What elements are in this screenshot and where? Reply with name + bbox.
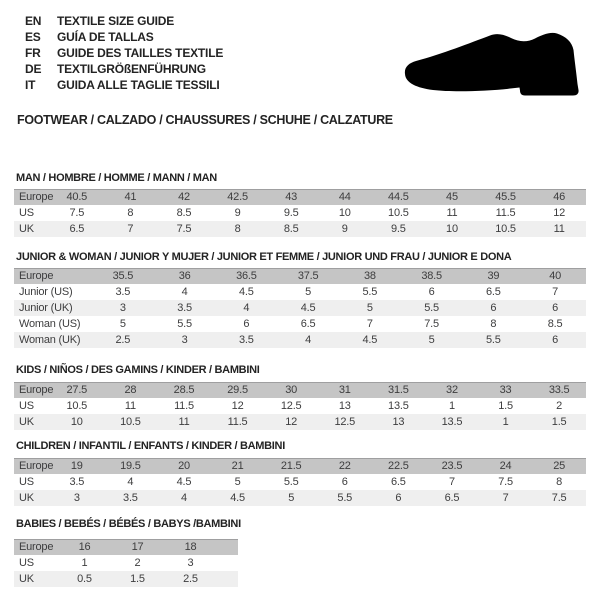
size-cell: 4.5 — [230, 492, 245, 504]
size-cell: 38.5 — [421, 270, 442, 282]
dress-shoe-silhouette-icon — [400, 30, 584, 98]
row-label: US — [19, 557, 34, 569]
table-row — [14, 414, 586, 430]
size-cell: 27.5 — [66, 384, 88, 396]
size-cell: 7.5 — [69, 207, 85, 219]
size-cell: 3.5 — [69, 476, 85, 488]
table-row — [14, 474, 586, 490]
size-cell: 5.5 — [362, 286, 378, 298]
language-code: FR — [25, 46, 41, 60]
size-cell: 6 — [552, 334, 559, 346]
size-cell: 41 — [124, 191, 137, 203]
size-cell: 38 — [363, 270, 376, 282]
table-row — [14, 189, 586, 205]
size-cell: 6 — [428, 286, 435, 298]
size-cell: 3 — [181, 334, 188, 346]
table-row — [14, 332, 586, 348]
size-cell: 4 — [181, 286, 188, 298]
size-cell: 10.5 — [495, 223, 516, 235]
size-cell: 7 — [127, 223, 134, 235]
size-cell: 7 — [448, 476, 455, 488]
row-spacer — [217, 540, 238, 555]
guide-title-en: TEXTILE SIZE GUIDE — [57, 14, 175, 28]
size-cell: 21 — [231, 460, 244, 472]
size-cell: 9.5 — [283, 207, 299, 219]
size-cell: 5 — [288, 492, 295, 504]
size-cell: 13 — [392, 416, 405, 428]
size-cell: 1.5 — [498, 400, 513, 412]
size-cell: 12 — [231, 400, 244, 412]
size-cell: 5.5 — [177, 318, 192, 330]
size-cell: 5.5 — [337, 492, 353, 504]
size-cell: 9 — [341, 223, 348, 235]
size-cell: 18 — [184, 541, 197, 553]
size-cell: 23.5 — [441, 460, 463, 472]
size-cell: 2.5 — [115, 334, 131, 346]
language-code: IT — [25, 78, 36, 92]
row-spacer — [217, 555, 238, 571]
table-row — [14, 268, 586, 284]
row-label: UK — [19, 573, 34, 585]
size-cell: 1 — [81, 557, 88, 569]
size-cell: 1.5 — [551, 416, 567, 428]
size-cell: 11.5 — [495, 207, 516, 219]
row-label: Europe — [19, 191, 54, 203]
row-label: US — [19, 207, 34, 219]
guide-title-fr: GUIDE DES TAILLES TEXTILE — [57, 46, 224, 60]
table-row — [14, 539, 238, 555]
size-cell: 11 — [124, 400, 136, 412]
size-cell: 4.5 — [300, 302, 316, 314]
size-cell: 7.5 — [176, 223, 192, 235]
size-cell: 8.5 — [176, 207, 192, 219]
size-cell: 6.5 — [391, 476, 406, 488]
size-cell: 13 — [338, 400, 351, 412]
size-cell: 39 — [487, 270, 500, 282]
size-cell: 5.5 — [486, 334, 501, 346]
size-cell: 11.5 — [174, 400, 194, 412]
size-cell: 12.5 — [334, 416, 356, 428]
table-row — [14, 221, 586, 237]
size-cell: 40.5 — [66, 191, 88, 203]
size-table — [14, 539, 238, 587]
size-cell: 5.5 — [424, 302, 439, 314]
language-code: DE — [25, 62, 42, 76]
size-cell: 31 — [338, 384, 351, 396]
size-cell: 10 — [338, 207, 351, 219]
language-row — [25, 45, 223, 61]
size-table — [14, 458, 586, 506]
table-row — [14, 382, 586, 398]
row-label: Europe — [19, 460, 54, 472]
size-cell: 33 — [499, 384, 512, 396]
size-cell: 45 — [446, 191, 458, 203]
size-cell: 35.5 — [112, 270, 134, 282]
size-cell: 1.5 — [130, 573, 145, 585]
table-row — [14, 284, 586, 300]
size-cell: 10.5 — [120, 416, 141, 428]
size-cell: 40 — [549, 270, 562, 282]
size-table — [14, 382, 586, 430]
table-title: JUNIOR & WOMAN / JUNIOR Y MUJER / JUNIOR ET FEMME / JUNIOR UND FRAU / JUNIOR E DONA — [16, 251, 512, 263]
size-cell: 20 — [178, 460, 190, 472]
size-cell: 22 — [338, 460, 351, 472]
footwear-category-heading: FOOTWEAR / CALZADO / CHAUSSURES / SCHUHE / CALZATURE — [17, 113, 393, 127]
table-title: CHILDREN / INFANTIL / ENFANTS / KINDER / BAMBINI — [16, 440, 285, 452]
row-label: US — [19, 400, 34, 412]
size-cell: 16 — [78, 541, 91, 553]
row-label: Woman (US) — [19, 318, 81, 330]
size-cell: 36.5 — [236, 270, 257, 282]
guide-title-es: GUÍA DE TALLAS — [57, 30, 154, 44]
size-cell: 7.5 — [551, 492, 567, 504]
size-cell: 8 — [490, 318, 497, 330]
size-cell: 4.5 — [176, 476, 192, 488]
size-cell: 12 — [285, 416, 298, 428]
size-cell: 6.5 — [69, 223, 85, 235]
size-cell: 2 — [134, 557, 141, 569]
guide-title-it: GUIDA ALLE TAGLIE TESSILI — [57, 78, 220, 92]
size-cell: 10.5 — [388, 207, 409, 219]
size-cell: 11 — [446, 207, 458, 219]
size-cell: 8 — [127, 207, 134, 219]
language-title-block — [25, 13, 223, 93]
row-label: US — [19, 476, 34, 488]
size-cell: 10 — [446, 223, 458, 235]
size-cell: 3.5 — [123, 492, 138, 504]
size-cell: 13.5 — [441, 416, 463, 428]
size-cell: 6 — [552, 302, 559, 314]
size-cell: 4 — [243, 302, 250, 314]
size-cell: 13.5 — [388, 400, 409, 412]
guide-title-de: TEXTILGRÖßENFÜHRUNG — [57, 62, 206, 76]
size-cell: 11 — [553, 223, 565, 235]
size-cell: 3 — [73, 492, 80, 504]
size-cell: 7.5 — [498, 476, 513, 488]
row-spacer — [217, 571, 238, 587]
size-cell: 45.5 — [495, 191, 516, 203]
size-cell: 3 — [119, 302, 126, 314]
size-cell: 12.5 — [280, 400, 302, 412]
language-row — [25, 29, 223, 45]
size-cell: 33.5 — [548, 384, 570, 396]
row-label: Europe — [19, 384, 54, 396]
size-cell: 7 — [502, 492, 509, 504]
size-cell: 8 — [234, 223, 241, 235]
size-cell: 4.5 — [239, 286, 254, 298]
language-code: ES — [25, 30, 41, 44]
size-cell: 44 — [338, 191, 351, 203]
size-cell: 10 — [70, 416, 83, 428]
size-cell: 3.5 — [239, 334, 254, 346]
size-cell: 6 — [490, 302, 497, 314]
size-cell: 8.5 — [547, 318, 563, 330]
size-cell: 42.5 — [227, 191, 248, 203]
size-cell: 4 — [181, 492, 187, 504]
size-cell: 6 — [395, 492, 402, 504]
row-label: Europe — [19, 270, 54, 282]
size-cell: 21.5 — [280, 460, 302, 472]
size-cell: 6.5 — [300, 318, 316, 330]
size-cell: 3 — [187, 557, 194, 569]
table-row — [14, 316, 586, 332]
table-row — [14, 571, 238, 587]
size-cell: 5 — [366, 302, 373, 314]
size-cell: 3.5 — [177, 302, 192, 314]
language-code: EN — [25, 14, 42, 28]
size-cell: 1 — [448, 400, 455, 412]
table-row — [14, 555, 238, 571]
size-cell: 43 — [285, 191, 298, 203]
size-cell: 2 — [556, 400, 563, 412]
size-cell: 4 — [127, 476, 134, 488]
table-row — [14, 458, 586, 474]
row-label: Junior (UK) — [19, 302, 73, 314]
size-cell: 28.5 — [173, 384, 195, 396]
size-cell: 11.5 — [227, 416, 248, 428]
size-cell: 8.5 — [283, 223, 299, 235]
row-label: Junior (US) — [19, 286, 73, 298]
size-cell: 29.5 — [227, 384, 248, 396]
size-cell: 5 — [234, 476, 241, 488]
size-cell: 5.5 — [283, 476, 299, 488]
size-cell: 5 — [305, 286, 312, 298]
size-cell: 9.5 — [391, 223, 406, 235]
size-cell: 6.5 — [486, 286, 501, 298]
size-cell: 32 — [446, 384, 458, 396]
size-cell: 7 — [366, 318, 373, 330]
size-cell: 42 — [178, 191, 190, 203]
size-table — [14, 189, 586, 237]
size-cell: 46 — [553, 191, 566, 203]
size-cell: 3.5 — [115, 286, 131, 298]
size-cell: 17 — [131, 541, 144, 553]
size-cell: 24 — [499, 460, 512, 472]
language-row — [25, 13, 223, 29]
table-title: KIDS / NIÑOS / DES GAMINS / KINDER / BAMBINI — [16, 364, 260, 376]
row-label: Woman (UK) — [19, 334, 81, 346]
size-cell: 4.5 — [362, 334, 378, 346]
size-cell: 1 — [502, 416, 509, 428]
size-cell: 22.5 — [388, 460, 409, 472]
size-cell: 7.5 — [424, 318, 439, 330]
size-cell: 31.5 — [388, 384, 409, 396]
size-cell: 8 — [556, 476, 563, 488]
row-label: Europe — [19, 541, 54, 553]
size-cell: 25 — [553, 460, 566, 472]
row-label: UK — [19, 492, 34, 504]
size-cell: 6 — [341, 476, 348, 488]
size-cell: 2.5 — [183, 573, 198, 585]
size-cell: 5 — [428, 334, 435, 346]
size-table — [14, 268, 586, 348]
size-cell: 19.5 — [120, 460, 141, 472]
table-row — [14, 490, 586, 506]
table-title: MAN / HOMBRE / HOMME / MANN / MAN — [16, 172, 217, 184]
table-row — [14, 300, 586, 316]
table-row — [14, 205, 586, 221]
size-cell: 6 — [243, 318, 250, 330]
size-cell: 30 — [285, 384, 298, 396]
size-cell: 36 — [178, 270, 191, 282]
table-title: BABIES / BEBÉS / BÉBÉS / BABYS /BAMBINI — [16, 518, 241, 530]
size-cell: 28 — [124, 384, 137, 396]
size-cell: 5 — [119, 318, 126, 330]
language-row — [25, 77, 223, 93]
size-cell: 10.5 — [66, 400, 88, 412]
size-cell: 37.5 — [297, 270, 319, 282]
size-cell: 12 — [553, 207, 566, 219]
size-cell: 19 — [70, 460, 83, 472]
size-cell: 44.5 — [388, 191, 409, 203]
size-cell: 0.5 — [77, 573, 92, 585]
size-cell: 7 — [552, 286, 559, 298]
size-cell: 11 — [178, 416, 190, 428]
language-row — [25, 61, 223, 77]
size-cell: 9 — [234, 207, 241, 219]
table-row — [14, 398, 586, 414]
row-label: UK — [19, 416, 34, 428]
size-cell: 6.5 — [444, 492, 460, 504]
size-cell: 4 — [305, 334, 312, 346]
row-label: UK — [19, 223, 34, 235]
